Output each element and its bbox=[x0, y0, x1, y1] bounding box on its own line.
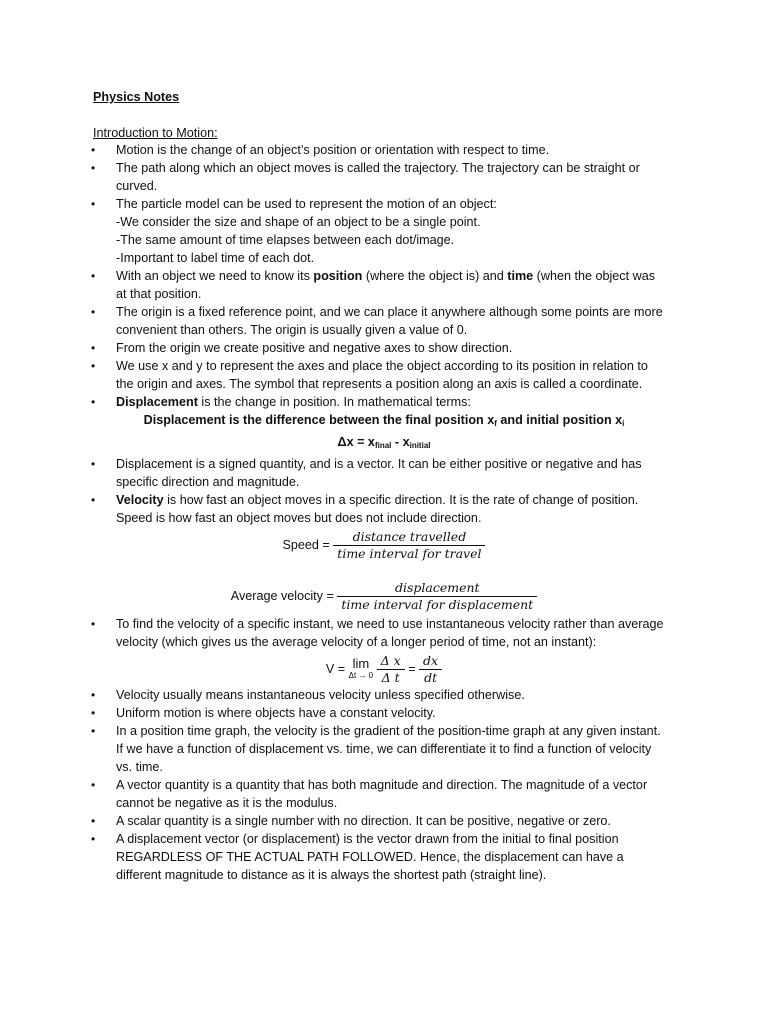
speed-formula bbox=[0, 529, 768, 562]
definition-text: and initial position x bbox=[496, 413, 623, 427]
equals-sign: = bbox=[408, 661, 416, 676]
item-text: To find the velocity of a specific instant, we need to use instantaneous velocity rather than average velocity (which gives us the average velocity of a longer period of time, not an instant): bbox=[116, 617, 664, 649]
list-item bbox=[0, 159, 768, 195]
bullet: • bbox=[91, 341, 96, 355]
item-text: In a position time graph, the velocity is the gradient of the position-time graph at any given instant. If we have a function of displacement vs. time, we can differentiate it to find a function of velocity vs. time. bbox=[116, 724, 661, 774]
limit-word: lim bbox=[352, 655, 370, 671]
formula-label: V = bbox=[325, 661, 346, 676]
list-item bbox=[0, 722, 768, 776]
item-text: Uniform motion is where objects have a constant velocity. bbox=[116, 706, 436, 720]
item-subline: -We consider the size and shape of an object to be a single point. bbox=[116, 215, 481, 229]
bullet: • bbox=[91, 197, 96, 211]
bullet: • bbox=[91, 814, 96, 828]
numerator: Δ x bbox=[377, 653, 405, 670]
fraction bbox=[377, 653, 405, 686]
list-item bbox=[0, 776, 768, 812]
numerator: distance travelled bbox=[333, 529, 485, 546]
list-item bbox=[0, 339, 768, 357]
bold-term: Displacement bbox=[116, 395, 198, 409]
list-item bbox=[0, 704, 768, 722]
numerator: dx bbox=[419, 653, 442, 670]
bold-term: time bbox=[507, 269, 534, 283]
bullet: • bbox=[91, 395, 96, 409]
denominator: Δ t bbox=[381, 670, 400, 685]
list-item bbox=[0, 812, 768, 830]
average-velocity-formula bbox=[0, 580, 768, 613]
limit bbox=[348, 655, 374, 682]
item-text: is the change in position. In mathematical terms: bbox=[197, 395, 471, 409]
item-text: is how fast an object moves in a specific direction. It is the rate of change of position. Speed is how fast an object moves but does not include direction. bbox=[116, 493, 639, 525]
formula-label: Average velocity = bbox=[230, 588, 334, 603]
list-item bbox=[0, 141, 768, 159]
item-text: We use x and y to represent the axes and place the object according to its position in relation to the origin and axes. The symbol that represents a position along an axis is called a coordinate. bbox=[116, 359, 648, 391]
subscript: final bbox=[374, 441, 392, 450]
formula-text: - x bbox=[391, 435, 410, 449]
item-text: (when the object was at that position. bbox=[116, 269, 655, 301]
item-text: The particle model can be used to represent the motion of an object: bbox=[116, 197, 497, 211]
item-text: Velocity usually means instantaneous velocity unless specified otherwise. bbox=[116, 688, 525, 702]
bullet: • bbox=[91, 161, 96, 175]
list-item bbox=[0, 357, 768, 393]
subscript: i bbox=[622, 419, 625, 428]
list-item bbox=[0, 615, 768, 686]
list-item bbox=[0, 686, 768, 704]
bullet: • bbox=[91, 617, 96, 631]
list-item bbox=[0, 491, 768, 613]
item-text: From the origin we create positive and negative axes to show direction. bbox=[116, 341, 513, 355]
formula-label: Speed = bbox=[282, 537, 330, 552]
bullet: • bbox=[91, 305, 96, 319]
list-item bbox=[0, 303, 768, 339]
item-subline: -The same amount of time elapses between each dot/image. bbox=[116, 233, 455, 247]
item-text: The path along which an object moves is called the trajectory. The trajectory can be straight or curved. bbox=[116, 161, 640, 193]
definition-text: Displacement is the difference between the final position x bbox=[143, 413, 495, 427]
bullet: • bbox=[91, 493, 96, 507]
page-title: Physics Notes bbox=[93, 90, 180, 104]
bullet: • bbox=[91, 457, 96, 471]
bullet: • bbox=[91, 143, 96, 157]
item-text: The origin is a fixed reference point, and we can place it anywhere although some points are more convenient than others. The origin is usually given a value of 0. bbox=[116, 305, 663, 337]
bullet: • bbox=[91, 778, 96, 792]
denominator: time interval for displacement bbox=[341, 597, 534, 612]
item-text: A vector quantity is a quantity that has both magnitude and direction. The magnitude of a vector cannot be negative as it is the modulus. bbox=[116, 778, 648, 810]
bold-term: Velocity bbox=[116, 493, 164, 507]
fraction bbox=[333, 529, 485, 562]
limit-subscript: Δt → 0 bbox=[348, 670, 374, 680]
bullet: • bbox=[91, 832, 96, 846]
list-item bbox=[0, 455, 768, 491]
list-item bbox=[0, 830, 768, 884]
subscript: f bbox=[494, 419, 497, 428]
fraction bbox=[419, 653, 442, 686]
item-text: Motion is the change of an object’s position or orientation with respect to time. bbox=[116, 143, 550, 157]
instantaneous-velocity-formula bbox=[0, 653, 768, 686]
bullet: • bbox=[91, 688, 96, 702]
bullet: • bbox=[91, 269, 96, 283]
notes-list bbox=[0, 141, 768, 884]
denominator: time interval for travel bbox=[337, 546, 482, 561]
item-subline: -Important to label time of each dot. bbox=[116, 251, 315, 265]
section-title: Introduction to Motion: bbox=[93, 126, 218, 140]
fraction bbox=[337, 580, 537, 613]
list-item bbox=[0, 393, 768, 455]
subscript: initial bbox=[409, 441, 431, 450]
formula-text: Δx = x bbox=[337, 435, 375, 449]
numerator: displacement bbox=[337, 580, 537, 597]
bullet: • bbox=[91, 724, 96, 738]
displacement-definition bbox=[0, 411, 768, 433]
displacement-formula bbox=[0, 433, 768, 455]
item-text: A displacement vector (or displacement) is the vector drawn from the initial to final position REGARDLESS OF THE ACTUAL PATH FOLLOWED. Hence, the displacement can have a different magnitude to distance as it is always the shortest path (straight line). bbox=[116, 832, 624, 882]
item-text: Displacement is a signed quantity, and is a vector. It can be either positive or negative and has specific direction and magnitude. bbox=[116, 457, 642, 489]
item-text: (where the object is) and bbox=[362, 269, 508, 283]
item-text: With an object we need to know its bbox=[116, 269, 314, 283]
bullet: • bbox=[91, 359, 96, 373]
list-item bbox=[0, 267, 768, 303]
item-text: A scalar quantity is a single number with no direction. It can be positive, negative or zero. bbox=[116, 814, 611, 828]
bold-term: position bbox=[313, 269, 363, 283]
denominator: dt bbox=[424, 670, 438, 685]
list-item bbox=[0, 195, 768, 267]
bullet: • bbox=[91, 706, 96, 720]
